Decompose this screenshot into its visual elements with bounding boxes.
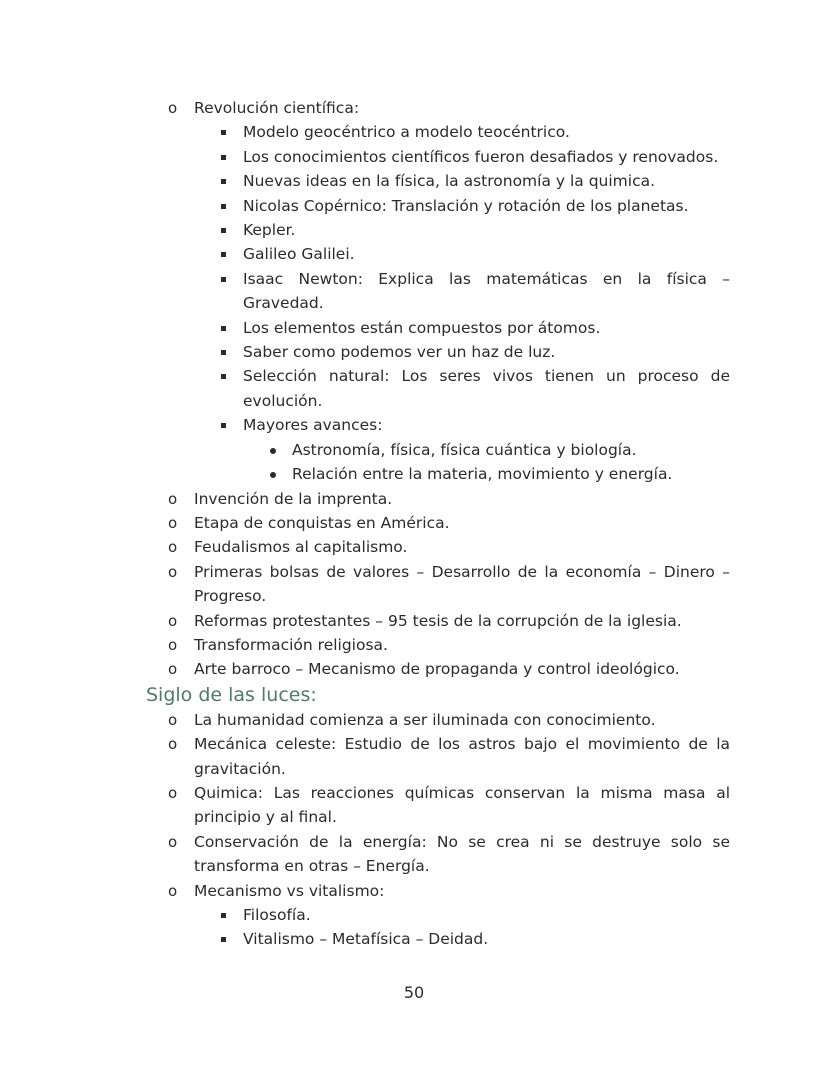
list-item: o Arte barroco – Mecanismo de propaganda y control ideológico. (194, 657, 730, 681)
sublist-item: Saber como podemos ver un haz de luz. (243, 340, 730, 364)
section-1-list (0, 96, 828, 682)
section-heading: Siglo de las luces: (146, 683, 317, 706)
page-content (0, 96, 828, 952)
sublist-item: Selección natural: Los seres vivos tienen un proceso de evolución. (243, 364, 730, 413)
sublist-item: Modelo geocéntrico a modelo teocéntrico. (243, 120, 730, 144)
list-item: o Conservación de la energía: No se crea ni se destruye solo se transforma en otras – Energía. (194, 830, 730, 879)
page-number: 50 (403, 983, 425, 1002)
sublist-item-text: Mayores avances: (243, 416, 383, 435)
sublist-item: Nicolas Copérnico: Translación y rotación de los planetas. (243, 194, 730, 218)
list-item-text: Mecanismo vs vitalismo: (194, 881, 385, 900)
nested-sublist-item: Relación entre la materia, movimiento y energía. (292, 462, 730, 486)
nested-sublist-item: Astronomía, física, física cuántica y biología. (292, 438, 730, 462)
sublist-item: Kepler. (243, 218, 730, 242)
sublist-item (243, 413, 730, 486)
list-item (194, 96, 730, 487)
list-item-text: Revolución científica: (194, 99, 360, 117)
nested-sublist (243, 438, 730, 487)
sublist-item: Los conocimientos científicos fueron desafiados y renovados. (243, 145, 730, 169)
list-item: o Quimica: Las reacciones químicas conservan la misma masa al principio y al final. (194, 781, 730, 830)
sublist (194, 120, 730, 486)
list-item (194, 879, 730, 952)
list-item: o Feudalismos al capitalismo. (194, 535, 730, 559)
sublist-item: Filosofía. (243, 903, 730, 927)
list-item: o Reformas protestantes – 95 tesis de la corrupción de la iglesia. (194, 609, 730, 633)
sublist-item: Galileo Galilei. (243, 242, 730, 266)
sublist-item: Nuevas ideas en la física, la astronomía y la quimica. (243, 169, 730, 193)
list-item: o Invención de la imprenta. (194, 487, 730, 511)
section-2-list (0, 708, 828, 952)
list-item: o Etapa de conquistas en América. (194, 511, 730, 535)
sublist (194, 903, 730, 952)
list-item: o Primeras bolsas de valores – Desarrollo de la economía – Dinero – Progreso. (194, 560, 730, 609)
list-item: o La humanidad comienza a ser iluminada con conocimiento. (194, 708, 730, 732)
sublist-item: Isaac Newton: Explica las matemáticas en la física – Gravedad. (243, 267, 730, 316)
sublist-item: Vitalismo – Metafísica – Deidad. (243, 927, 730, 951)
list-item: o Transformación religiosa. (194, 633, 730, 657)
list-item: o Mecánica celeste: Estudio de los astros bajo el movimiento de la gravitación. (194, 732, 730, 781)
sublist-item: Los elementos están compuestos por átomos. (243, 316, 730, 340)
